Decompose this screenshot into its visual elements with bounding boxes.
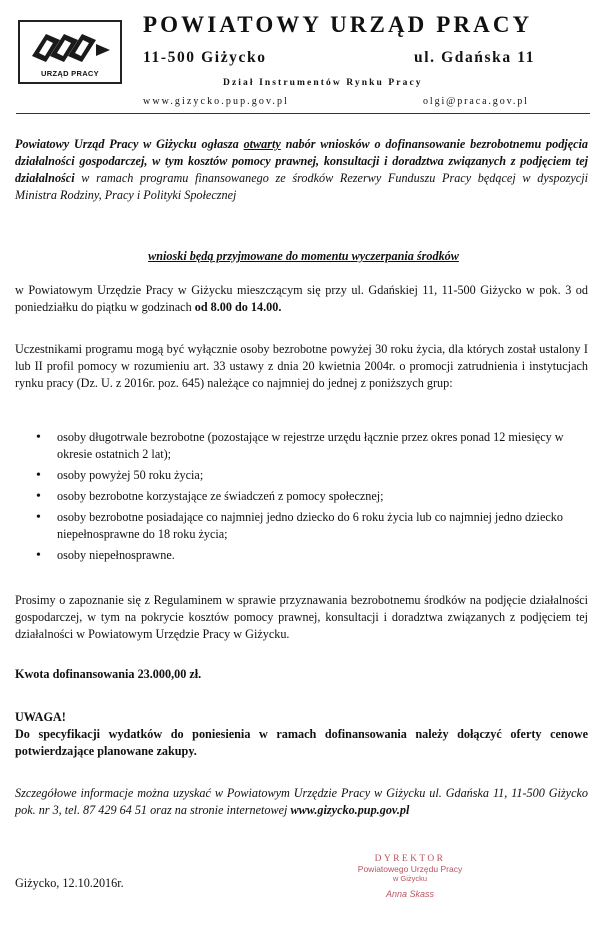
stamp-title: DYREKTOR (374, 854, 446, 864)
document-date: Giżycko, 12.10.2016r. (15, 876, 124, 890)
regulamin-paragraph: Prosimy o zapoznanie się z Regulaminem w sprawie przyznawania bezrobotnemu środków na podjęcie działalności gospodarczej, w tym na pokrycie kosztów pomocy prawnej, konsultacji i doradztwa związanych z podjęciem tej działalności w Powiatowym Urzędzie Pracy w Giżycku. (15, 593, 588, 641)
header-divider (16, 113, 590, 114)
logo-cards-icon (26, 26, 116, 68)
header-email: olgi@praca.gov.pl (423, 96, 529, 107)
stamp-office: Powiatowego Urzędu Pracy (357, 864, 463, 874)
details-paragraph: Szczegółowe informacje można uzyskać w Powiatowym Urzędzie Pracy w Giżycku ul. Gdańska 11, 11-500 Giżycko pok. nr 3, tel. 87 429 64 51 oraz na stronie internetowej www.gizycko.pup.gov.pl (15, 786, 588, 817)
list-item: • osoby bezrobotne korzystające ze świadczeń z pomocy społecznej; (0, 488, 590, 505)
signature: Anna Skass (385, 889, 435, 899)
warning-text: Do specyfikacji wydatków do poniesienia w ramach dofinansowania należy dołączyć oferty cenowe potwierdzające planowane zakupy. (15, 727, 588, 758)
groups-list (0, 429, 590, 568)
participants-paragraph: Uczestnikami programu mogą być wyłącznie osoby bezrobotne powyżej 30 roku życia, dla których został ustalony I lub II profil pomocy w rozumieniu art. 33 ustawy z dnia 20 kwietnia 2004r. o promocji zatrudnienia i instytucjach rynku pracy (Dz. U. z 2016r. poz. 645) należące co najmniej do jednej z poniższych grup: (15, 342, 588, 390)
list-item: • osoby bezrobotne posiadające co najmniej jedno dziecko do 6 roku życia lub co najmniej jedno dziecko niepełnosprawne do 18 roku życia; (0, 509, 590, 543)
department: Dział Instrumentów Rynku Pracy (223, 78, 423, 88)
office-city: 11-500 Giżycko (143, 49, 267, 66)
list-item: • osoby niepełnosprawne. (0, 547, 590, 564)
place-paragraph: w Powiatowym Urzędzie Pracy w Giżycku mieszczącym się przy ul. Gdańskiej 11, 11-500 Giżycko w pok. 3 od poniedziałku do piątku w godzinach od 8.00 do 14.00. (15, 283, 588, 314)
header-website: www.gizycko.pup.gov.pl (143, 96, 289, 107)
intro-paragraph: Powiatowy Urząd Pracy w Giżycku ogłasza otwarty nabór wniosków o dofinansowanie bezrobotnemu podjęcia działalności gospodarczej, w tym kosztów pomocy prawnej, konsultacji i doradztwa związanych z podjęciem tej działalności w ramach programu finansowanego ze środków Rezerwy Funduszu Pracy będącej w dyspozycji Ministra Rodziny, Pracy i Polityki Społecznej (15, 137, 588, 202)
logo-text: URZĄD PRACY (41, 69, 99, 78)
list-item: • osoby długotrwale bezrobotne (pozostające w rejestrze urzędu łącznie przez okres ponad 12 miesięcy w okresie ostatnich 2 lat); (0, 429, 590, 463)
office-title: POWIATOWY URZĄD PRACY (143, 12, 533, 37)
funding-amount: Kwota dofinansowania 23.000,00 zł. (15, 667, 202, 681)
logo (18, 20, 122, 84)
list-item: • osoby powyżej 50 roku życia; (0, 467, 590, 484)
deadline-note: wnioski będą przyjmowane do momentu wyczerpania środków (148, 249, 459, 263)
director-stamp (335, 854, 485, 899)
stamp-city: w Giżycku (392, 874, 428, 883)
website-link[interactable]: www.gizycko.pup.gov.pl (290, 803, 410, 817)
warning-heading: UWAGA! (15, 710, 66, 724)
office-street: ul. Gdańska 11 (414, 49, 536, 66)
